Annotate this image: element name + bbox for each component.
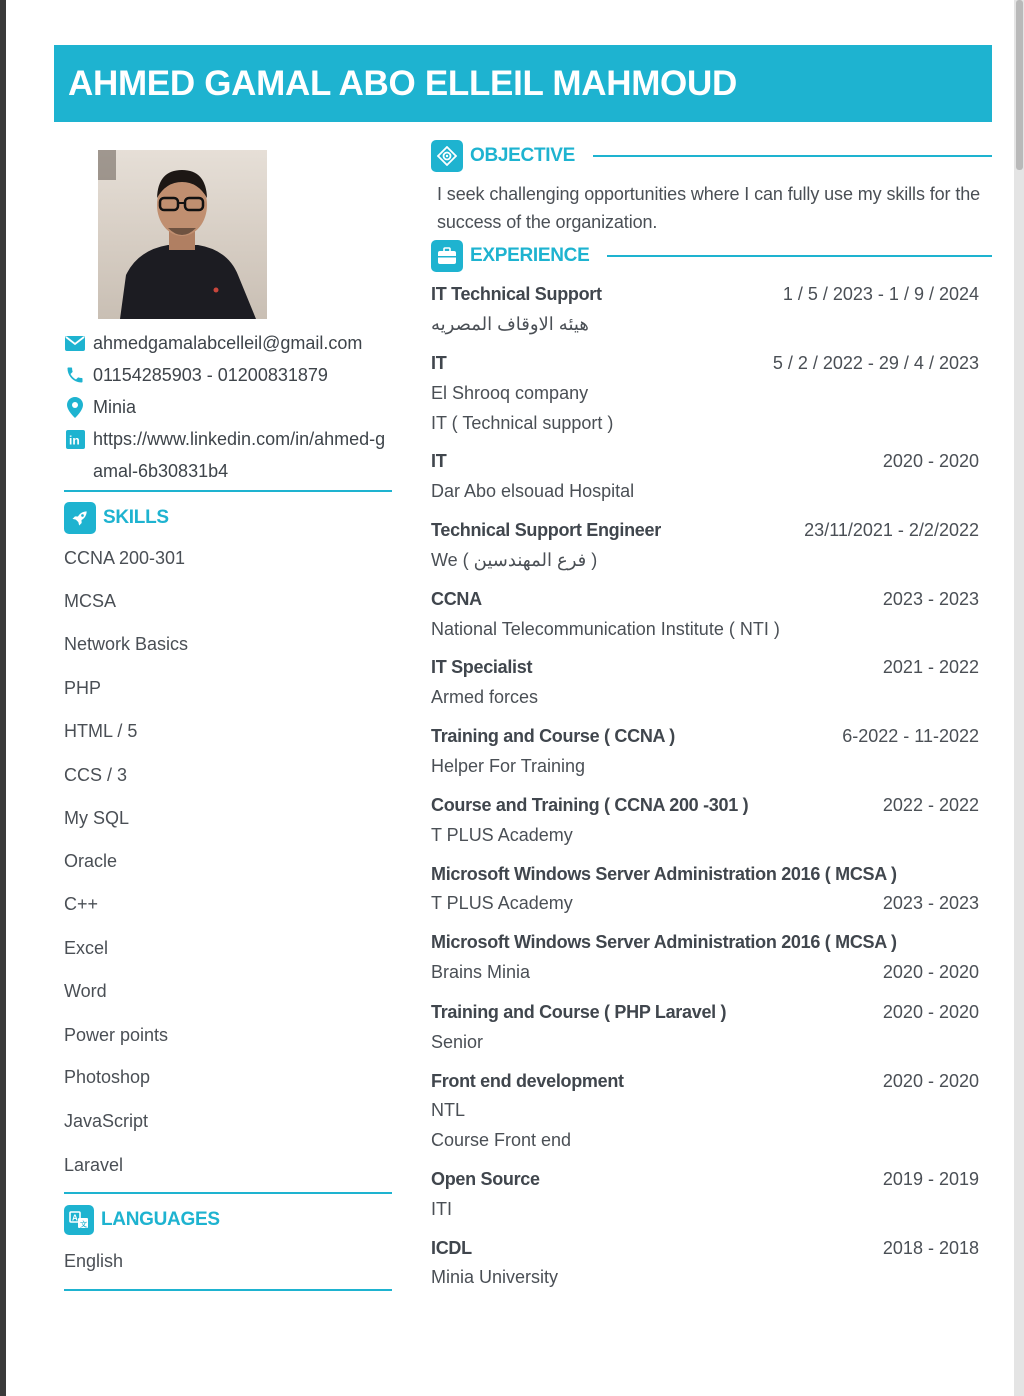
job-date: 2020 - 2020 [882, 451, 979, 471]
job-title: Front end development [431, 1071, 624, 1091]
skill-item: MCSA [64, 591, 117, 611]
rocket-icon [64, 502, 96, 534]
experience-entry [431, 864, 979, 913]
job-detail: IT ( Technical support ) [431, 413, 614, 433]
job-organization: T PLUS Academy [431, 893, 573, 913]
translate-icon [64, 1205, 94, 1235]
skill-item: Excel [64, 938, 109, 958]
job-organization: Brains Minia [431, 962, 531, 982]
experience-entry [431, 520, 979, 570]
job-organization: National Telecommunication Institute ( NTI ) [431, 619, 780, 639]
job-title: CCNA [431, 589, 482, 609]
job-organization: We ( فرع المهندسين ) [431, 550, 598, 570]
scrollbar-track[interactable] [1014, 0, 1024, 1396]
skill-item: CCS / 3 [64, 765, 128, 785]
email-text: ahmedgamalabcelleil@gmail.com [93, 333, 363, 353]
job-date: 5 / 2 / 2022 - 29 / 4 / 2023 [772, 353, 979, 373]
job-date: 2020 - 2020 [882, 1071, 979, 1091]
job-title: Microsoft Windows Server Administration 2016 ( MCSA ) [431, 864, 897, 884]
languages-divider [64, 1289, 392, 1291]
skill-item: Laravel [64, 1155, 124, 1175]
linkedin-icon [64, 423, 86, 455]
contact-email[interactable] [64, 327, 394, 359]
contact-divider [64, 490, 392, 492]
job-date: 23/11/2021 - 2/2/2022 [804, 520, 979, 540]
experience-header-line [607, 255, 992, 257]
phone-icon [64, 359, 86, 391]
name-banner [54, 45, 992, 122]
skill-item: Oracle [64, 851, 118, 871]
experience-entry [431, 657, 979, 707]
experience-entry [431, 932, 979, 982]
skill-item: C++ [64, 894, 99, 914]
experience-entry [431, 284, 979, 334]
job-organization: Helper For Training [431, 756, 586, 776]
candidate-name: AHMED GAMAL ABO ELLEIL MAHMOUD [68, 63, 737, 103]
job-date: 2021 - 2022 [882, 657, 979, 677]
job-organization: ITI [431, 1199, 452, 1219]
experience-entry [431, 589, 979, 639]
job-title: IT [431, 353, 447, 373]
profile-photo [98, 150, 267, 319]
experience-entry [431, 1238, 979, 1287]
skill-item: My SQL [64, 808, 130, 828]
skill-item: PHP [64, 678, 102, 698]
job-date: 2022 - 2022 [882, 795, 979, 815]
linkedin-url[interactable]: https://www.linkedin.com/in/ahmed-gamal-6b30831b4 [93, 429, 386, 481]
skill-item: Photoshop [64, 1067, 151, 1087]
job-organization: NTL [431, 1100, 466, 1120]
skill-item: Word [64, 981, 107, 1001]
job-title: ICDL [431, 1238, 472, 1258]
objective-header-line [593, 155, 992, 157]
skill-item: CCNA 200-301 [64, 548, 186, 568]
job-date: 1 / 5 / 2023 - 1 / 9 / 2024 [782, 284, 979, 304]
job-organization: Senior [431, 1032, 484, 1052]
job-title: IT Specialist [431, 657, 533, 677]
experience-header [431, 240, 992, 272]
job-title: IT [431, 451, 447, 471]
job-date: 2020 - 2020 [882, 962, 979, 982]
job-organization: El Shrooq company [431, 383, 589, 403]
job-date: 6-2022 - 11-2022 [842, 726, 979, 746]
job-date: 2018 - 2018 [882, 1238, 979, 1258]
job-title: Training and Course ( CCNA ) [431, 726, 675, 746]
experience-entry [431, 1169, 979, 1219]
target-icon [431, 140, 463, 172]
job-organization: Armed forces [431, 687, 539, 707]
job-title: Training and Course ( PHP Laravel ) [431, 1002, 727, 1022]
experience-entry [431, 451, 979, 501]
objective-header [431, 140, 992, 172]
skills-header [64, 502, 169, 534]
experience-entry [431, 1002, 979, 1052]
job-detail: Course Front end [431, 1130, 572, 1150]
window-left-edge [0, 0, 6, 1396]
job-organization: T PLUS Academy [431, 825, 573, 845]
svg-text:in: in [68, 433, 80, 447]
experience-entry [431, 795, 979, 845]
job-organization: Minia University [431, 1267, 559, 1287]
experience-entry [431, 1071, 979, 1150]
scrollbar-thumb[interactable] [1016, 0, 1023, 170]
job-date: 2023 - 2023 [882, 589, 979, 609]
person-photo-icon [98, 150, 267, 319]
svg-text:A: A [72, 1213, 78, 1223]
languages-title: LANGUAGES [101, 1209, 220, 1230]
experience-entry [431, 353, 979, 433]
job-organization: Dar Abo elsouad Hospital [431, 481, 635, 501]
experience-entry [431, 726, 979, 776]
job-date: 2019 - 2019 [882, 1169, 979, 1189]
experience-title: EXPERIENCE [470, 245, 590, 266]
objective-title: OBJECTIVE [470, 145, 575, 166]
job-title: Course and Training ( CCNA 200 -301 ) [431, 795, 749, 815]
location-text: Minia [93, 397, 137, 417]
envelope-icon [64, 327, 86, 359]
skill-item: Power points [64, 1025, 169, 1045]
contact-linkedin[interactable] [64, 423, 394, 487]
skill-item: HTML / 5 [64, 721, 138, 741]
map-pin-icon [64, 391, 86, 423]
phone-text: 01154285903 - 01200831879 [93, 365, 328, 385]
skill-item: JavaScript [64, 1111, 149, 1131]
job-date: 2020 - 2020 [882, 1002, 979, 1022]
job-organization: هيئه الاوقاف المصريه [431, 314, 589, 334]
job-date: 2023 - 2023 [882, 893, 979, 913]
contact-phone[interactable] [64, 359, 394, 391]
svg-text:文: 文 [80, 1221, 87, 1229]
job-title: Microsoft Windows Server Administration 2016 ( MCSA ) [431, 932, 897, 952]
skill-item: Network Basics [64, 634, 189, 654]
skills-divider [64, 1192, 392, 1194]
job-title: IT Technical Support [431, 284, 602, 304]
contact-location [64, 391, 394, 423]
job-title: Open Source [431, 1169, 540, 1189]
language-item: English [64, 1251, 124, 1271]
briefcase-icon [431, 240, 463, 272]
languages-header [64, 1205, 220, 1235]
skills-title: SKILLS [103, 507, 169, 528]
contact-info [64, 327, 394, 487]
objective-text: I seek challenging opportunities where I can fully use my skills for the success of the organization. [437, 184, 981, 232]
job-title: Technical Support Engineer [431, 520, 661, 540]
